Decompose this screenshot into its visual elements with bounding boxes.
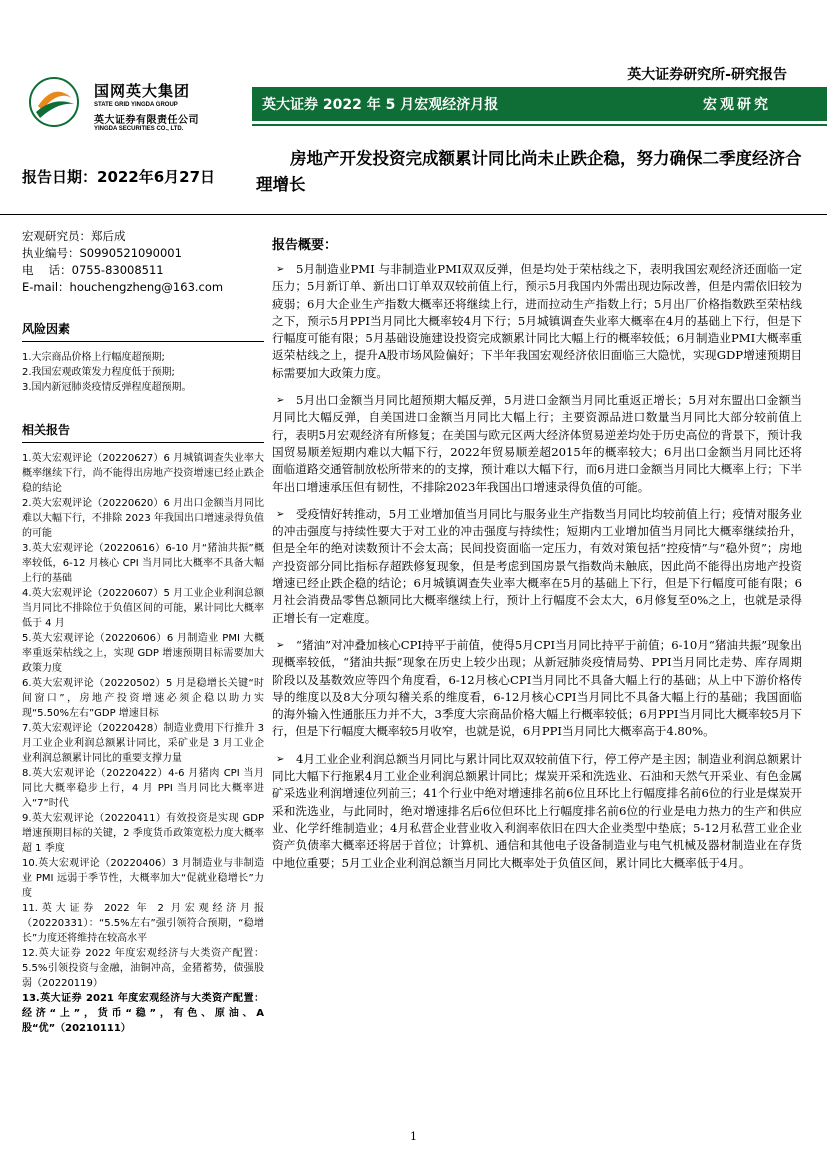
summary-title: 报告概要： [272,238,338,253]
risk-item: 2.我国宏观政策发力程度低于预期; [22,367,175,378]
title-banner [252,87,827,121]
analyst-license: 执业编号：S0990521090001 [22,246,182,260]
related-item[interactable]: 7.英大宏观评论（20220428）制造业费用下行推升 3 月工业企业利润总额累计同比，采矿业是 3 月工业企业利润总额累计同比的重要支撑力量 [22,723,264,764]
related-item[interactable]: 12.英大证券 2022 年度宏观经济与大类资产配置：5.5%引领投资与金融，油铜冲高，金猪蓄势，债强股弱（20220119） [22,948,264,989]
bullet-arrow-icon: ➢ [276,639,285,651]
related-item[interactable]: 3.英大宏观评论（20220616）6-10 月“猪油共振”概率较低，6-12 月核心 CPI 当月同比大概率不具备大幅上行的基础 [22,543,264,584]
report-headline: 房地产开发投资完成额累计同比尚未止跌企稳，努力确保二季度经济合理增长 [256,149,802,194]
risk-list [22,350,264,395]
analyst-info [22,228,264,296]
related-item[interactable]: 11.英大证券 2022 年 2 月宏观经济月报（20220331）：“5.5%左右”强引领符合预期，“稳增长”力度还将维持在较高水平 [22,903,264,944]
summary-paragraph: ➢ 受疫情好转推动，5月工业增加值当月同比与服务业生产指数当月同比均较前值上行；疫情对服务业的冲击强度与持续性要大于对工业的冲击强度与持续性；短期内工业增加值当月同比大概率继续抬升，但是全年的绝对读数预计不会太高；民间投资面临一定压力，有效对策包括“控疫情”与“稳外贸”；房地产投资部分同比指标存超跌修复现象，但是考虑到国房景气指数尚未触底，因此尚不能得出房地产投资增速已经止跌企稳的结论；6月城镇调查失业率大概率在5月的基础上下行，但是下行幅度可能有限；6月社会消费品零售总额同比大概率继续上行，预计上行幅度不会太大，6月修复至0%之上，也就是录得正增长有一定难度。 [272,506,802,625]
related-item[interactable]: 8.英大宏观评论（20220422）4-6 月猪肉 CPI 当月同比大概率稳步上行，4 月 PPI 当月同比大概率进入“7”时代 [22,768,264,809]
logo-text [94,80,199,132]
related-item[interactable]: 10.英大宏观评论（20220406）3 月制造业与非制造业 PMI 远弱于季节性，大概率加大“促就业稳增长”力度 [22,858,264,899]
related-item[interactable]: 2.英大宏观评论（20220620）6 月出口金额当月同比难以大幅下行，不排除 2023 年我国出口增速录得负值的可能 [22,498,264,539]
summary-paragraph: ➢ 4月工业企业利润总额当月同比与累计同比双双较前值下行，停工停产是主因；制造业利润总额累计同比大幅下行拖累4月工业企业利润总额累计同比；煤炭开采和洗选业、石油和天然气开采业、有色金属矿采选业利润增速位列前三；41个行业中绝对增速排名前6位且环比上行幅度排名前6位的行业是煤炭开采和洗选业，与此同时，绝对增速排名后6位但环比上行幅度排名前6位的行业是电力热力的生产和供应业、化学纤维制造业；4月私营企业营业收入利润率依旧在四大企业类型中垫底；5-12月私营工业企业资产负债率大概率还将居于首位；计算机、通信和其他电子设备制造业与电气机械及器材制造业在存货中地位重要；5月工业企业利润总额当月同比大概率处于负值区间，累计同比大概率低于4月。 [272,751,802,870]
bullet-arrow-icon: ➢ [276,264,285,275]
summary-paragraph: ➢ 5月出口金额当月同比超预期大幅反弹，5月进口金额当月同比重返正增长；5月对东盟出口金额当月同比大幅反弹，自美国进口金额当月同比大幅上行；主要资源品进口数量当月同比大部分较前值上行，表明5月宏观经济有所修复；在美国与欧元区两大经济体贸易逆差均处于历史高位的背景下，预计我国贸易顺差短期内难以大幅下行，2022年贸易顺差超2015年的概率较大；6月出口金额当月同比还将面临道路交通管制放松所带来的的支撑，预计难以大幅下行，而6月进口金额当月同比大概率上行；下半年出口增速承压但有韧性，不排除2023年我国出口增速录得负值的可能。 [272,393,802,494]
banner-divider [252,124,827,126]
analyst-phone: 电 话：0755-83008511 [22,263,164,277]
related-item[interactable]: 9.英大宏观评论（20220411）有效投资是实现 GDP 增速预期目标的关键，2 季度货币政策宽松力度大概率超 1 季度 [22,813,264,854]
summary-section [272,234,802,882]
header-divider [0,214,827,215]
summary-paragraph: ➢ 5月制造业PMI 与非制造业PMI双双反弹，但是均处于荣枯线之下，表明我国宏观经济还面临一定压力；5月新订单、新出口订单双双较前值上行，预示5月我国内外需出现边际改善，但是内需依旧较为疲弱；6月大企业生产指数大概率还将继续上行，进而拉动生产指数上行；5月出厂价格指数跌至荣枯线之下，预示5月PPI当月同比大概率较4月下行；5月城镇调查失业率大概率在4月的基础上下行，但是下行幅度可能有限；5月基础设施建设投资完成额累计同比大幅上行的概率较低；6月制造业PMI大概率重返荣枯线之上，提升A股市场风险偏好；下半年我国宏观经济依旧面临三大隐忧，实现GDP增速预期目标需要加大政策力度。 [272,262,802,380]
related-list [22,451,264,1036]
related-item[interactable]: 5.英大宏观评论（20220606）6 月制造业 PMI 大概率重返荣枯线之上，实现 GDP 增速预期目标需要加大政策力度 [22,633,264,674]
related-item[interactable]: 6.英大宏观评论（20220502）5 月是稳增长关键“时间窗口”，房地产投资增速必须企稳以助力实现“5.50%左右”GDP 增速目标 [22,678,264,719]
risk-title: 风险因素 [22,320,264,342]
report-category: 英大证券研究所-研究报告 [627,67,787,83]
risk-item: 1.大宗商品价格上行幅度超预期; [22,352,165,363]
bullet-arrow-icon: ➢ [276,753,285,765]
company-logo-icon [28,76,80,128]
left-sidebar [22,228,264,1036]
page-number: 1 [410,1130,417,1143]
logo-group-name: 国网英大集团 [94,82,191,100]
related-item[interactable]: 1.英大宏观评论（20220627）6 月城镇调查失业率大概率继续下行，尚不能得出房地产投资增速已经止跌企稳的结论 [22,453,264,494]
risk-item: 3.国内新冠肺炎疫情反弹程度超预期。 [22,382,192,393]
logo-company-name-en: YINGDA SECURITIES CO., LTD. [94,126,184,132]
analyst-email[interactable]: E-mail：houchengzheng@163.com [22,280,224,294]
analyst-name: 宏观研究员：郑后成 [22,229,126,243]
banner-title: 英大证券 2022 年 5 月宏观经济月报 [262,97,499,113]
report-date: 报告日期：2022年6月27日 [22,168,216,186]
banner-category: 宏观研究 [703,97,771,113]
logo-group-name-en: STATE GRID YINGDA GROUP [94,102,178,108]
summary-paragraph: ➢ “猪油”对冲叠加核心CPI持平于前值，使得5月CPI当月同比持平于前值；6-10月“猪油共振”现象出现概率较低，“猪油共振”现象在历史上较少出现；从新冠肺炎疫情局势、PPI当月同比走势、库存周期阶段以及基数效应等四个角度看，6-12月核心CPI当月同比不具备大幅上行的基础；从上中下游价格传导的维度以及8大分项勾稽关系的维度看，6-12月核心CPI当月同比不具备大幅上行的基础；我国面临的海外输入性通胀压力并不大，3季度大宗商品价格大幅上行概率较低；6月PPI当月同比大概率较5月下行，但是下行幅度大概率较5月收窄，也就是说，6月PPI当月同比大概率高于4.80%。 [272,637,802,739]
bullet-arrow-icon: ➢ [276,508,285,520]
bullet-arrow-icon: ➢ [276,395,285,407]
related-item[interactable]: 4.英大宏观评论（20220607）5 月工业企业利润总额当月同比不排除位于负值区间的可能，累计同比大概率低于 4 月 [22,588,264,629]
related-item[interactable]: 13.英大证券 2021 年度宏观经济与大类资产配置：经济“上”，货币“稳”，有色、原油、A 股“优”（20210111） [22,993,264,1034]
logo-company-name: 英大证券有限责任公司 [94,115,199,126]
related-title: 相关报告 [22,421,264,443]
